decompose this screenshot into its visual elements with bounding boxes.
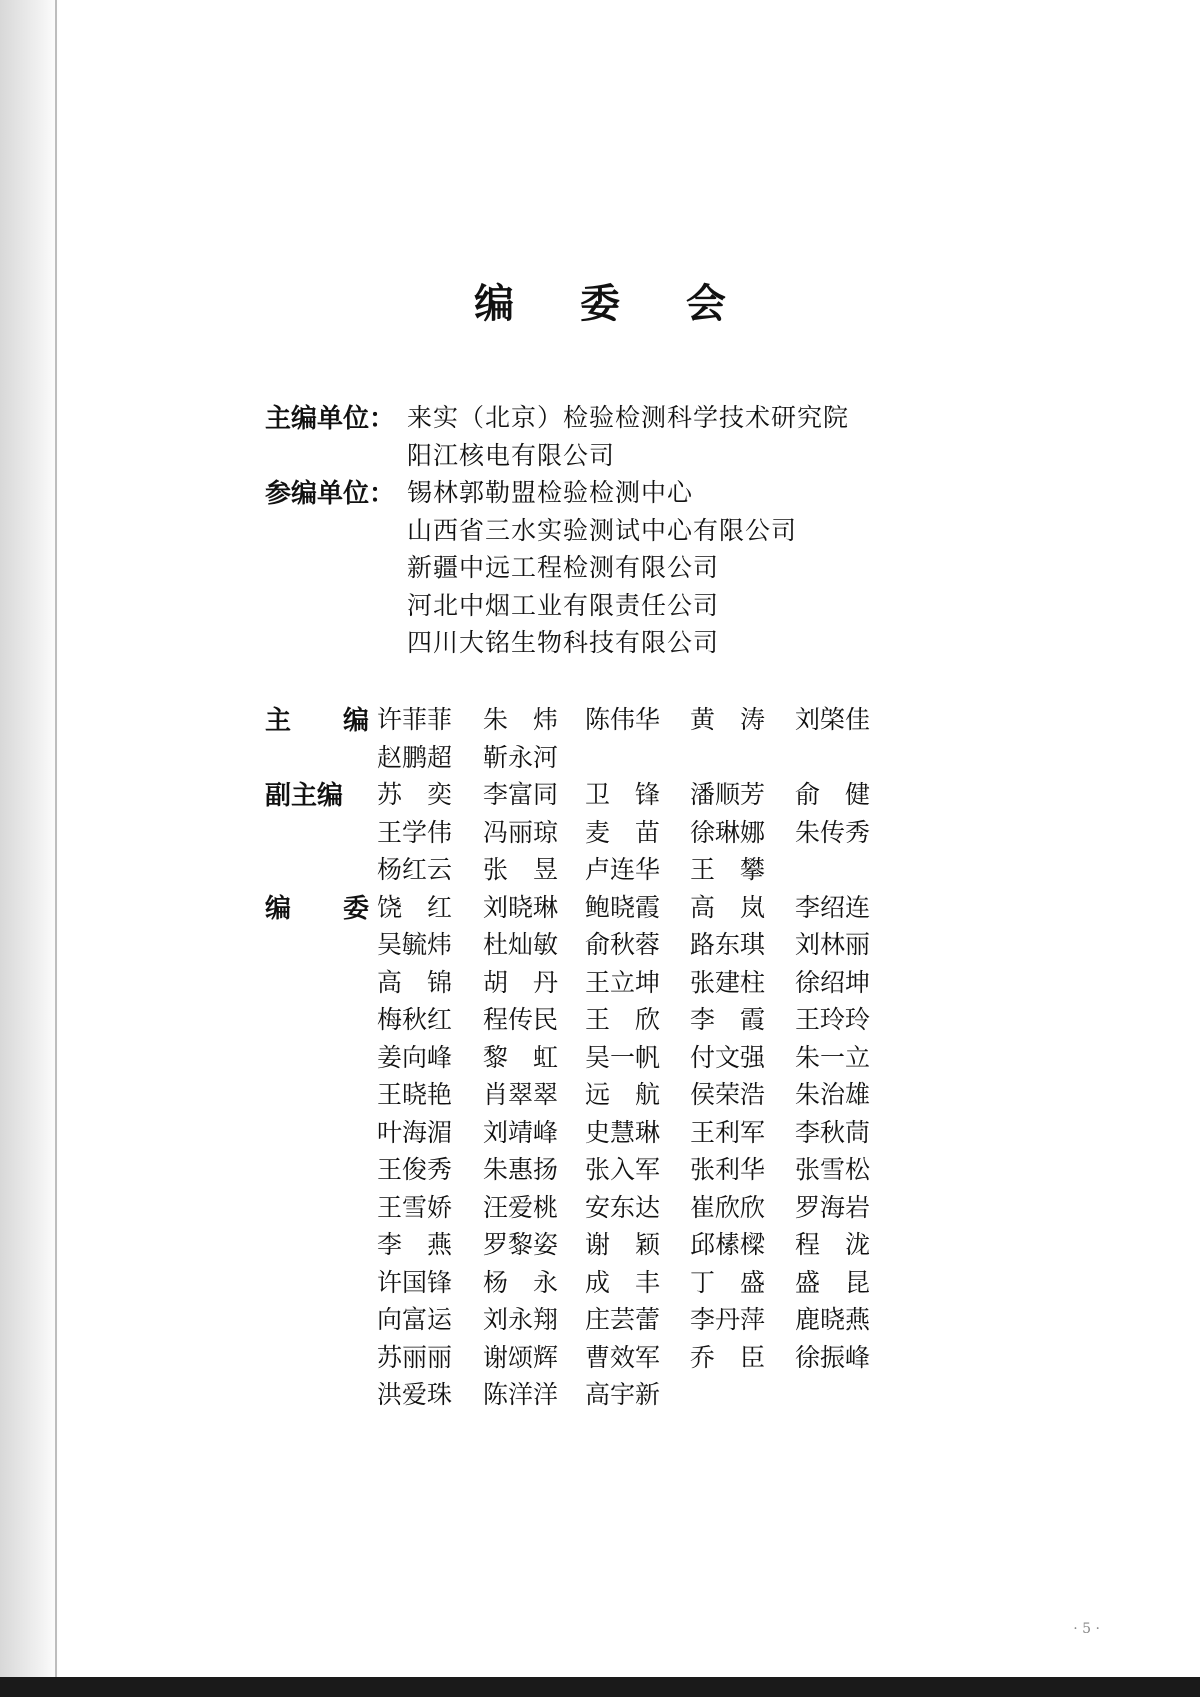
member-name: 王玲玲	[795, 1005, 871, 1034]
member-name: 黎 虹	[483, 1042, 559, 1072]
member-name: 曹效军	[585, 1342, 661, 1372]
member-name: 靳永河	[483, 742, 559, 772]
member-name: 麦 苗	[585, 817, 661, 847]
member-name: 洪爱珠	[377, 1380, 453, 1409]
member-name: 刘永翔	[483, 1305, 559, 1334]
member-name: 高 岚	[690, 892, 766, 922]
unit-name: 锡林郭勒盟检验检测中心	[407, 478, 694, 507]
member-name: 王雪娇	[377, 1192, 453, 1222]
role-label: 副主编	[265, 781, 344, 811]
member-name: 庄芸蕾	[585, 1305, 661, 1334]
member-name: 杜灿敏	[483, 930, 559, 959]
unit-name: 新疆中远工程检测有限公司	[407, 553, 720, 582]
unit-name: 阳江核电有限公司	[407, 440, 616, 470]
member-name: 许国锋	[377, 1267, 453, 1297]
member-name: 乔 臣	[690, 1342, 766, 1372]
unit-name: 四川大铭生物科技有限公司	[407, 628, 720, 657]
page-title: 编 委 会	[474, 281, 752, 327]
member-name: 俞 健	[795, 780, 871, 809]
member-name: 安东达	[585, 1192, 661, 1222]
member-name: 路东琪	[690, 930, 766, 959]
role-label: 主 编	[265, 706, 370, 736]
member-name: 朱一立	[795, 1042, 871, 1072]
member-name: 李丹萍	[690, 1305, 766, 1334]
member-name: 李 霞	[690, 1005, 766, 1034]
member-name: 叶海湄	[377, 1117, 453, 1147]
member-name: 程 泷	[795, 1230, 871, 1259]
member-name: 盛 昆	[795, 1267, 871, 1297]
member-name: 赵鹏超	[377, 742, 453, 772]
member-name: 高宇新	[585, 1380, 661, 1409]
member-name: 谢 颖	[585, 1230, 661, 1259]
member-name: 罗黎姿	[483, 1230, 559, 1259]
member-name: 朱治雄	[795, 1080, 871, 1109]
member-name: 吴一帆	[585, 1042, 661, 1072]
member-name: 徐绍坤	[795, 967, 871, 997]
member-name: 王利军	[690, 1117, 766, 1147]
member-name: 朱惠扬	[483, 1155, 559, 1184]
member-name: 邱榡樑	[690, 1230, 766, 1259]
member-name: 李绍连	[795, 892, 871, 922]
member-name: 李秋茼	[795, 1117, 871, 1147]
member-name: 苏丽丽	[377, 1342, 453, 1372]
member-name: 朱传秀	[795, 817, 871, 847]
member-name: 张利华	[690, 1155, 766, 1184]
member-name: 张入军	[585, 1155, 661, 1184]
member-name: 李富同	[483, 780, 559, 809]
member-name: 鲍晓霞	[585, 892, 661, 922]
unit-label: 参编单位：	[265, 479, 396, 509]
member-name: 徐琳娜	[690, 817, 766, 847]
member-name: 王立坤	[585, 967, 661, 997]
role-label: 编 委	[265, 893, 370, 924]
member-name: 罗海岩	[795, 1192, 871, 1222]
member-name: 杨 永	[483, 1267, 559, 1297]
unit-name: 河北中烟工业有限责任公司	[407, 590, 720, 620]
member-name: 李 燕	[377, 1230, 453, 1259]
member-name: 陈洋洋	[483, 1380, 559, 1409]
member-name: 俞秋蓉	[585, 930, 661, 959]
member-name: 丁 盛	[690, 1267, 766, 1297]
member-name: 杨红云	[377, 855, 453, 884]
member-name: 程传民	[483, 1005, 559, 1034]
member-name: 徐振峰	[795, 1342, 871, 1372]
unit-label: 主编单位：	[265, 404, 396, 434]
member-name: 胡 丹	[483, 967, 559, 997]
member-name: 王 欣	[585, 1005, 661, 1034]
member-name: 高 锦	[377, 967, 453, 997]
member-name: 冯丽琼	[483, 817, 559, 847]
member-name: 潘顺芳	[690, 780, 766, 809]
member-name: 苏 奕	[377, 780, 453, 809]
member-name: 刘晓琳	[483, 892, 559, 922]
member-name: 朱 炜	[483, 705, 559, 734]
member-name: 饶 红	[377, 892, 453, 922]
member-name: 王 攀	[690, 855, 766, 884]
member-name: 崔欣欣	[690, 1192, 766, 1222]
member-name: 刘林丽	[795, 930, 871, 959]
member-name: 肖翠翠	[483, 1080, 559, 1109]
member-name: 姜向峰	[377, 1042, 453, 1072]
member-name: 谢颂辉	[483, 1342, 559, 1372]
member-name: 史慧琳	[585, 1117, 661, 1147]
member-name: 刘棨佳	[795, 705, 871, 734]
member-name: 远 航	[585, 1080, 661, 1109]
member-name: 鹿晓燕	[795, 1305, 871, 1334]
member-name: 侯荣浩	[690, 1080, 766, 1109]
unit-name: 山西省三水实验测试中心有限公司	[407, 515, 798, 545]
member-name: 汪爱桃	[483, 1192, 559, 1222]
member-name: 卫 锋	[585, 780, 661, 809]
member-name: 向富运	[377, 1305, 453, 1334]
member-name: 张雪松	[795, 1155, 871, 1184]
member-name: 吴毓炜	[377, 930, 453, 959]
member-name: 张 昱	[483, 855, 559, 884]
unit-name: 来实（北京）检验检测科学技术研究院	[407, 403, 850, 432]
member-name: 成 丰	[585, 1267, 661, 1297]
member-name: 王学伟	[377, 817, 453, 847]
member-name: 王俊秀	[377, 1155, 453, 1184]
member-name: 张建柱	[690, 967, 766, 997]
member-name: 付文强	[690, 1042, 766, 1072]
scan-margin-left	[0, 0, 60, 1697]
member-name: 许菲菲	[377, 705, 453, 734]
page-number: · 5 ·	[1073, 1621, 1100, 1637]
member-name: 陈伟华	[585, 705, 661, 734]
scan-margin-bottom	[0, 1677, 1200, 1697]
member-name: 梅秋红	[377, 1005, 453, 1034]
member-name: 刘靖峰	[483, 1117, 559, 1147]
member-name: 王晓艳	[377, 1080, 453, 1109]
member-name: 黄 涛	[690, 705, 766, 734]
member-name: 卢连华	[585, 855, 661, 884]
